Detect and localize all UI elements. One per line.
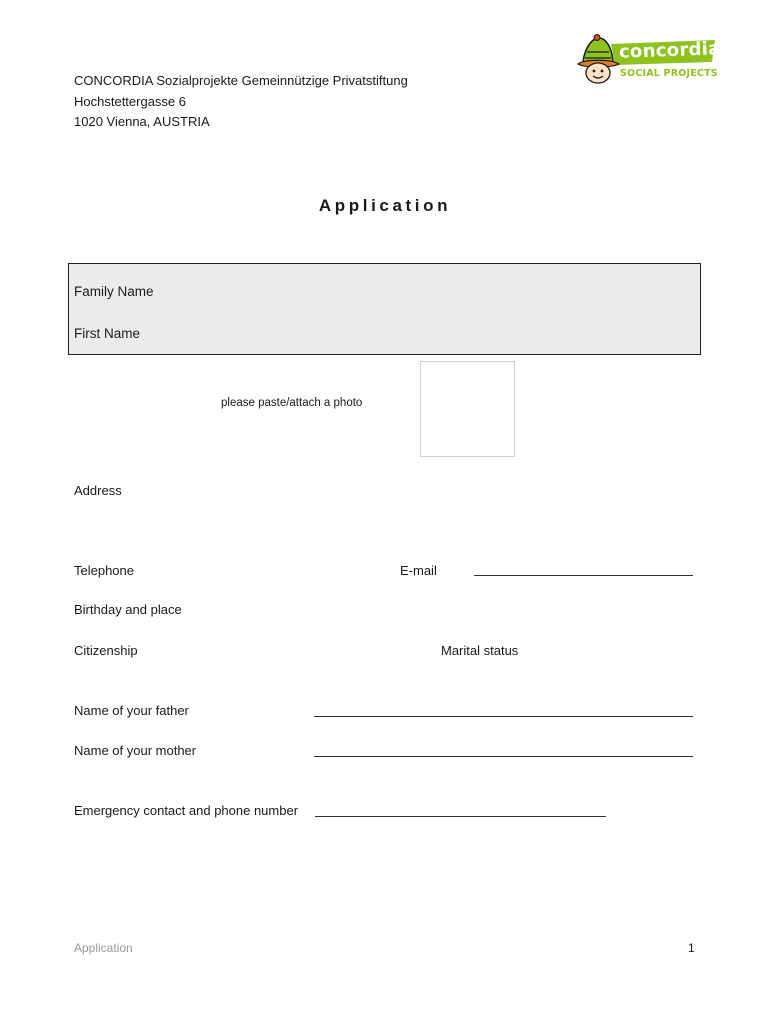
mother-label: Name of your mother bbox=[74, 743, 197, 758]
citizenship-label: Citizenship bbox=[74, 643, 138, 658]
address-label: Address bbox=[74, 483, 122, 498]
photo-box[interactable] bbox=[420, 361, 515, 457]
emergency-field[interactable] bbox=[315, 816, 606, 817]
email-label: E-mail bbox=[400, 563, 437, 578]
mother-field[interactable] bbox=[314, 756, 693, 757]
first-name-label: First Name bbox=[74, 326, 141, 341]
org-name: CONCORDIA Sozialprojekte Gemeinnützige Privatstiftung bbox=[74, 73, 408, 88]
footer-doc-name: Application bbox=[74, 941, 133, 955]
email-field[interactable] bbox=[474, 575, 693, 576]
concordia-logo bbox=[575, 34, 720, 86]
birthday-label: Birthday and place bbox=[74, 602, 182, 617]
page-title: Application bbox=[318, 196, 452, 215]
father-label: Name of your father bbox=[74, 703, 189, 718]
logo-tagline: SOCIAL PROJECTS bbox=[620, 68, 718, 79]
logo-wordmark: concordia bbox=[618, 38, 722, 63]
father-field[interactable] bbox=[314, 716, 693, 717]
family-name-label: Family Name bbox=[74, 284, 154, 299]
city-country: 1020 Vienna, AUSTRIA bbox=[74, 114, 210, 129]
photo-hint: please paste/attach a photo bbox=[221, 397, 363, 409]
emergency-label: Emergency contact and phone number bbox=[74, 803, 299, 818]
marital-status-label: Marital status bbox=[441, 643, 519, 658]
name-box bbox=[68, 263, 701, 355]
sender-address bbox=[74, 71, 408, 133]
street-address: Hochstettergasse 6 bbox=[74, 93, 187, 109]
page-number: 1 bbox=[688, 941, 695, 955]
telephone-label: Telephone bbox=[74, 563, 134, 578]
